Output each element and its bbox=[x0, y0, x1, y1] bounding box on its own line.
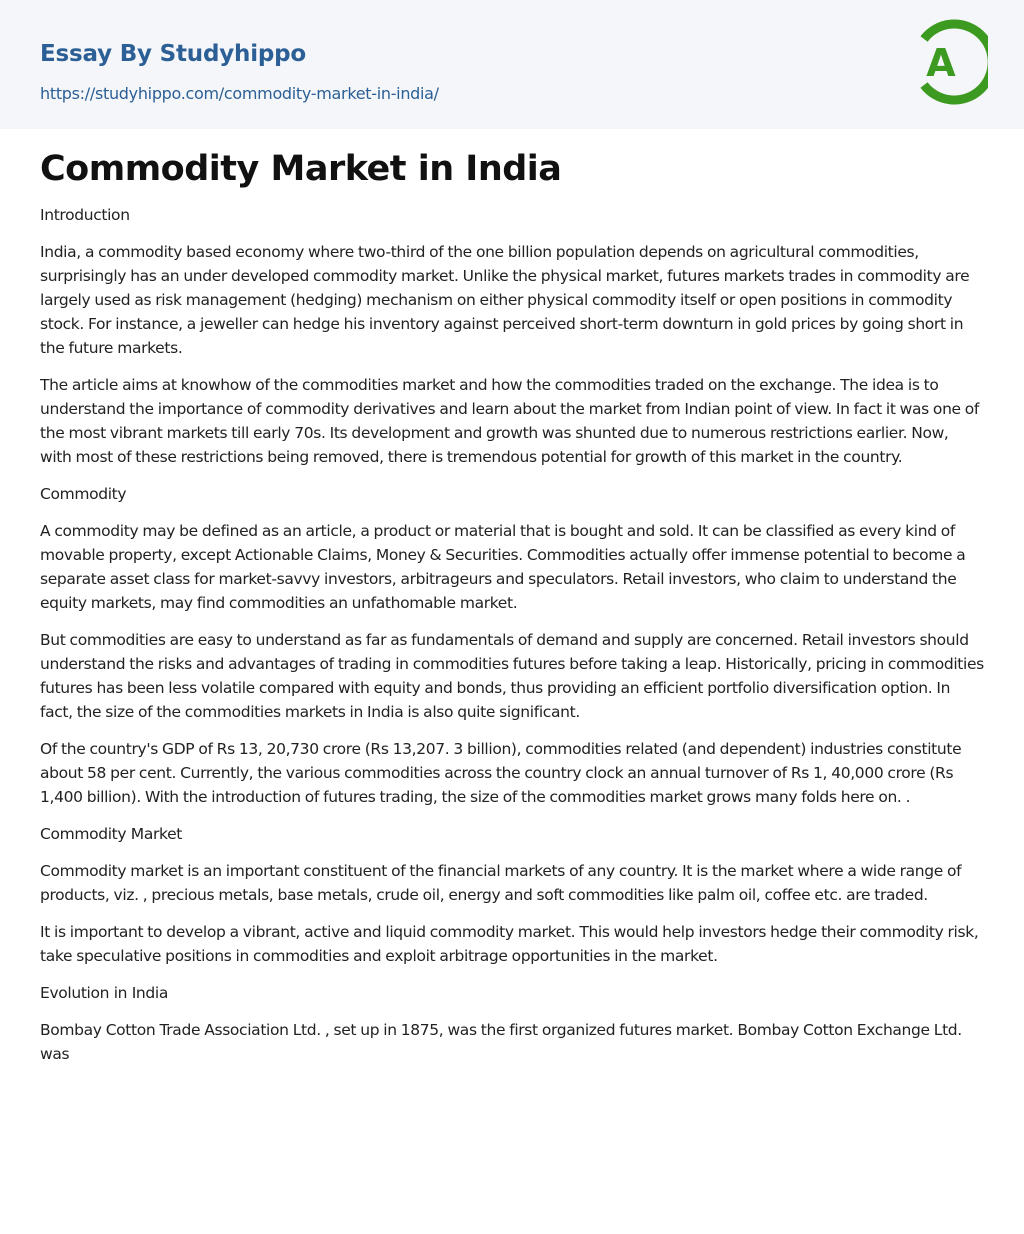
paragraph: The article aims at knowhow of the commodities market and how the commodities traded on the exchange. The idea is to understand the importance of commodity derivatives and learn about the market from Indian point of view. In fact it was one of the most vibrant markets till early 70s. Its development and growth was shunted due to numerous restrictions earlier. Now, with most of these restrictions being removed, there is tremendous potential for growth of this market in the country. bbox=[40, 376, 980, 466]
paragraph: Of the country's GDP of Rs 13, 20,730 crore (Rs 13,207. 3 billion), commodities related (and dependent) industries constitute about 58 per cent. Currently, the various commodities across the country clock an annual turnover of Rs 1, 40,000 crore (Rs 1,400 billion). With the introduction of futures trading, the size of the commodities market grows many folds here on. . bbox=[40, 740, 962, 806]
paragraph: It is important to develop a vibrant, active and liquid commodity market. This would help investors hedge their commodity risk, take speculative positions in commodities and exploit arbitrage opportunities in the market. bbox=[40, 923, 979, 965]
essay-url-link[interactable]: https://studyhippo.com/commodity-market-in-india/ bbox=[40, 84, 439, 103]
site-header bbox=[0, 0, 1024, 129]
article bbox=[0, 129, 1024, 1066]
section-heading-commodity: Commodity bbox=[40, 485, 127, 503]
paragraph: Commodity market is an important constituent of the financial markets of any country. It is the market where a wide range of products, viz. , precious metals, base metals, crude oil, energy and soft commodities like palm oil, coffee etc. are traded. bbox=[40, 862, 962, 904]
paragraph: India, a commodity based economy where two-third of the one billion population depends on agricultural commodities, surprisingly has an under developed commodity market. Unlike the physical market, futures markets trades in commodity are largely used as risk management (hedging) mechanism on either physical commodity itself or open positions in commodity stock. For instance, a jeweller can hedge his inventory against perceived short-term downturn in gold prices by going short in the future markets. bbox=[40, 243, 970, 357]
section-heading-evolution: Evolution in India bbox=[40, 984, 168, 1002]
paragraph: A commodity may be defined as an article, a product or material that is bought and sold. It can be classified as every kind of movable property, except Actionable Claims, Money & Securities. Commodities actually offer immense potential to become a separate asset class for market-savvy investors, arbitrageurs and speculators. Retail investors, who claim to understand the equity markets, may find commodities an unfathomable market. bbox=[40, 522, 966, 612]
page-title: Commodity Market in India bbox=[40, 149, 562, 189]
paragraph: But commodities are easy to understand as far as fundamentals of demand and supply are concerned. Retail investors should understand the risks and advantages of trading in commodities futures before taking a leap. Historically, pricing in commodities futures has been less volatile compared with equity and bonds, thus providing an efficient portfolio diversification option. In fact, the size of the commodities markets in India is also quite significant. bbox=[40, 631, 984, 721]
logo-letter: A bbox=[926, 41, 956, 85]
section-heading-introduction: Introduction bbox=[40, 206, 130, 224]
paragraph: Bombay Cotton Trade Association Ltd. , set up in 1875, was the first organized futures market. Bombay Cotton Exchange Ltd. was bbox=[40, 1021, 962, 1063]
section-heading-commodity-market: Commodity Market bbox=[40, 825, 182, 843]
studyhippo-logo-icon[interactable] bbox=[910, 18, 988, 106]
brand-title[interactable]: Essay By Studyhippo bbox=[40, 41, 307, 67]
